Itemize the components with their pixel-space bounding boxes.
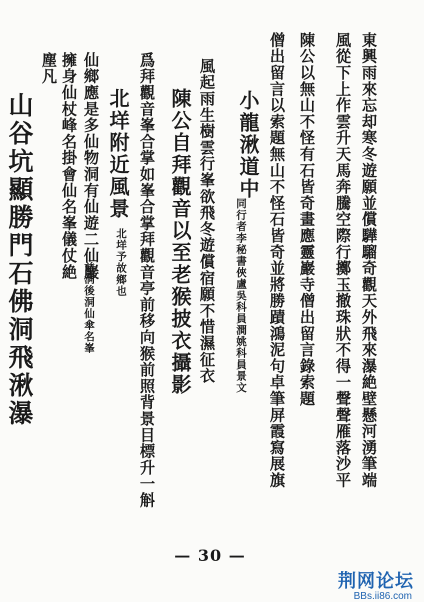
heading-note-hometown: 北垟予故鄉也: [115, 228, 127, 297]
text-column-2: 風從下上作雲升天馬奔騰空際行擲玉撤珠狀不得一聲聲雁落沙平: [334, 32, 352, 489]
text-column-3: 陳公以無山不怪有石皆奇畫應靈巖寺僧出留言錄索題: [298, 32, 316, 407]
poem-title-shangu: 山谷坑顯勝門石佛洞飛湫瀑: [5, 92, 34, 428]
text-column-11: 仙鄉應是多仙物洞有仙遊二仙巖: [82, 52, 100, 281]
inline-note-caves: 前洞後洞仙傘名峯: [83, 262, 95, 354]
heading-note-companions: 同行者李秘書俠盧吳科員澗姚科員景文: [235, 198, 247, 394]
watermark: [300, 567, 420, 602]
section-heading-guanyin: 陳公自拜觀音以至老猴披衣攝影: [168, 88, 192, 396]
page-number: — 30 —: [174, 546, 246, 565]
text-column-6: 風起雨生樹雲行峯欲飛冬遊償宿願不惜濕征衣: [198, 58, 216, 384]
text-column-1: 東興雨來忘却寒冬遊願並償驊騮奇觀天外飛來瀑絶壁懸河湧筆端: [360, 32, 378, 489]
section-heading-xiaolongqiu: 小龍湫道中: [236, 90, 260, 200]
text-column-14-visible: 塵凡: [40, 52, 58, 85]
section-heading-beiyang: 北垟附近風景: [106, 88, 130, 220]
text-column-4: 僧出留言以索題無山不怪石皆奇並將勝蹟鴻泥句卓筆屏霞寫展旗: [268, 32, 286, 489]
text-column-8: 爲拜觀音峯合掌如峯合掌拜觀音亭前移向猴前照背景目標升一斛: [138, 52, 156, 509]
text-column-13: 擁身仙杖峰名掛會仙名峯儀仗絶: [60, 52, 78, 281]
watermark-url: BBs.ii86.com: [353, 591, 412, 602]
watermark-brand: 荆网论坛: [338, 571, 414, 591]
